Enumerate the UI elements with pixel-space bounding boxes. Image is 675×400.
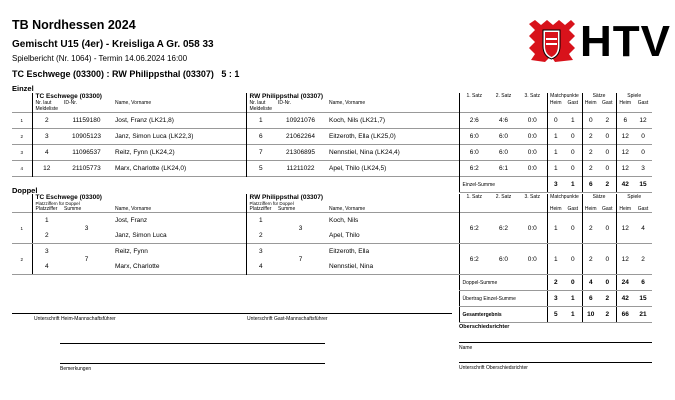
einzel-set1: 6:0 [459, 145, 489, 161]
einzel-set2: 6:1 [498, 165, 509, 172]
einzel-set2: 6:0 [498, 133, 509, 140]
sig-guest-caption: Unterschrift Gast-Mannschaftsführer [247, 316, 328, 322]
einzel-mp-heim: 1 [547, 129, 564, 145]
einzel-home-player: Janz, Simon Luca (LK22,3) [115, 133, 194, 140]
d-col-set1: 1. Satz [459, 194, 489, 213]
doppel-guest-pz2: 4 [246, 259, 275, 275]
einzel-mp-gast: 0 [570, 165, 575, 172]
col-nr: Nr. laut Meldeliste [32, 100, 61, 113]
doppel-sum-sh: 4 [582, 275, 599, 291]
einzel-sum-gg: 15 [634, 177, 652, 193]
htv-logo: HTV [580, 17, 671, 66]
einzel-guest-id: 11211022 [286, 165, 315, 172]
einzel-set3: 0:0 [527, 133, 537, 140]
einzel-spiele-heim: 6 [616, 113, 634, 129]
hessen-lion-logo-icon [525, 18, 578, 64]
d-col-mp-gast: Gast [567, 206, 579, 212]
col-mp-heim: Heim [547, 100, 564, 113]
doppel-guest-pz1: 1 [246, 213, 275, 229]
col-mp-gast: Gast [567, 100, 579, 106]
doppel-sg: 0 [599, 213, 616, 244]
carry-mpg: 1 [564, 291, 582, 307]
doppel-home-player1: Jost, Franz [115, 217, 148, 224]
einzel-row-number: 1 [20, 118, 23, 123]
col-name-guest: Name, Vorname [329, 100, 366, 106]
doppel-row [12, 244, 652, 260]
doppel-guest-pz2: 2 [246, 228, 275, 244]
remarks-rule-2 [60, 363, 325, 364]
einzel-spiele-gast: 3 [641, 165, 645, 172]
einzel-sum-mpg: 1 [564, 177, 582, 193]
doppel-gh: 12 [616, 213, 634, 244]
doppel-mpg: 0 [564, 244, 582, 275]
doppel-guest-team: RW Philippsthal (03307) [249, 194, 324, 201]
einzel-saetze-gast: 2 [605, 117, 610, 124]
einzel-guest-player: Eitzeroth, Ella (LK25,0) [329, 133, 396, 140]
doppel-guest-player1: Koch, Nils [329, 217, 359, 224]
total-label: Gesamtergebnis [459, 307, 547, 323]
d-col-pz: Platzziffer [32, 206, 61, 213]
einzel-saetze-gast: 0 [605, 133, 610, 140]
col-name: Name, Vorname [115, 100, 152, 106]
doppel-mpg: 0 [564, 213, 582, 244]
doppel-sh: 2 [582, 244, 599, 275]
einzel-guest-id: 21062264 [286, 133, 315, 140]
einzel-home-id: 21105773 [72, 165, 101, 172]
match-result: TC Eschwege (03300) : RW Philippsthal (03307) 5 : 1 [12, 69, 240, 79]
einzel-row-number: 2 [20, 134, 23, 139]
league-title: Gemischt U15 (4er) - Kreisliga A Gr. 058 33 [12, 39, 214, 50]
total-mph: 5 [547, 307, 564, 323]
d-col-set3: 3. Satz [524, 194, 541, 200]
einzel-row [12, 113, 652, 129]
einzel-guest-nr: 5 [246, 161, 275, 177]
einzel-row-number: 3 [20, 150, 23, 155]
carry-label: Übertrag Einzel-Summe [459, 291, 547, 307]
doppel-gh: 12 [616, 244, 634, 275]
einzel-row [12, 129, 652, 145]
col-nr-guest: Nr. laut Meldeliste [246, 100, 275, 113]
doppel-home-pz1: 3 [32, 244, 61, 260]
d-col-spiele: Spiele [616, 194, 652, 206]
sig-home-caption: Unterschrift Heim-Mannschaftsführer [34, 316, 116, 322]
einzel-sum-sg: 2 [599, 177, 616, 193]
einzel-set2: 4:6 [498, 117, 509, 124]
doppel-sum-gg: 6 [634, 275, 652, 291]
doppel-section-title: Doppel [12, 186, 38, 195]
einzel-guest-nr: 6 [246, 129, 275, 145]
col-spiele-gast: Gast [637, 100, 649, 106]
doppel-home-pz1: 1 [32, 213, 61, 229]
einzel-saetze-heim: 2 [582, 129, 599, 145]
doppel-s3: 0:0 [518, 244, 547, 275]
einzel-row-number: 4 [20, 166, 23, 171]
d-col-set2: 2. Satz [495, 194, 512, 200]
einzel-sum-gh: 42 [616, 177, 634, 193]
doppel-gg: 2 [634, 244, 652, 275]
einzel-home-id: 10905123 [72, 133, 101, 140]
doppel-s2: 6:2 [489, 213, 518, 244]
einzel-row [12, 161, 652, 177]
doppel-sum-mph: 2 [547, 275, 564, 291]
einzel-saetze-heim: 2 [582, 161, 599, 177]
einzel-home-nr: 12 [32, 161, 61, 177]
d-col-saetze-gast: Gast [601, 206, 613, 212]
col-spiele: Spiele [616, 93, 652, 100]
doppel-s1: 6:2 [459, 244, 489, 275]
d-col-mp-heim: Heim [547, 206, 564, 213]
d-col-summe: Summe [64, 206, 82, 212]
einzel-spiele-gast: 12 [639, 117, 647, 124]
einzel-table [12, 93, 652, 193]
col-saetze-gast: Gast [601, 100, 613, 106]
einzel-mp-heim: 1 [547, 145, 564, 161]
doppel-home-player2: Marx, Charlotte [115, 263, 160, 270]
einzel-guest-nr: 7 [246, 145, 275, 161]
doppel-row-number: 2 [12, 244, 32, 275]
doppel-mph: 1 [547, 213, 564, 244]
total-sh: 10 [582, 307, 599, 323]
d-col-summe-guest: Summe [278, 206, 296, 212]
doppel-row-number: 1 [12, 213, 32, 244]
referee-name-caption: Name [459, 345, 473, 351]
carry-mph: 3 [547, 291, 564, 307]
doppel-guest-player2: Nennstiel, Nina [329, 263, 374, 270]
einzel-set3: 0:0 [527, 117, 537, 124]
doppel-s2: 6:0 [489, 244, 518, 275]
einzel-mp-gast: 0 [570, 133, 575, 140]
einzel-guest-team: RW Philippsthal (03307) [249, 93, 324, 100]
doppel-s1: 6:2 [459, 213, 489, 244]
einzel-guest-player: Nennstiel, Nina (LK24,4) [329, 149, 400, 156]
einzel-guest-id: 21306895 [286, 149, 315, 156]
col-saetze: Sätze [582, 93, 616, 100]
einzel-set1: 6:2 [459, 161, 489, 177]
einzel-guest-player: Koch, Nils (LK21,7) [329, 117, 385, 124]
remarks-caption: Bemerkungen [60, 366, 92, 372]
referee-sig-rule [459, 362, 652, 363]
doppel-home-player1: Reitz, Fynn [115, 248, 148, 255]
einzel-home-team: TC Eschwege (03300) [35, 93, 102, 100]
einzel-set2: 6:0 [498, 149, 509, 156]
doppel-sum-mpg: 0 [564, 275, 582, 291]
d-col-spiele-gast: Gast [637, 206, 649, 212]
einzel-home-id: 11159180 [72, 117, 101, 124]
d-col-name-guest: Name, Vorname [329, 206, 366, 212]
einzel-saetze-gast: 0 [605, 149, 610, 156]
doppel-guest-player2: Apel, Thilo [329, 232, 360, 239]
einzel-home-nr: 3 [32, 129, 61, 145]
einzel-set1: 6:0 [459, 129, 489, 145]
total-gh: 66 [616, 307, 634, 323]
remarks-rule-1 [60, 343, 325, 344]
einzel-spiele-gast: 0 [641, 133, 645, 140]
einzel-home-player: Marx, Charlotte (LK24,0) [115, 165, 187, 172]
col-id-guest: ID-Nr. [278, 100, 292, 106]
einzel-mp-gast: 1 [570, 117, 575, 124]
einzel-sum-sh: 6 [582, 177, 599, 193]
report-info: Spielbericht (Nr. 1064) - Termin 14.06.2024 16:00 [12, 54, 188, 63]
einzel-guest-id: 10921076 [286, 117, 315, 124]
einzel-spiele-heim: 12 [616, 129, 634, 145]
carry-sg: 2 [599, 291, 616, 307]
col-set1: 1. Satz [459, 93, 489, 113]
doppel-guest-sum: 7 [275, 244, 326, 275]
d-col-matchpunkte: Matchpunkte [547, 194, 582, 206]
einzel-set3: 0:0 [527, 165, 537, 172]
doppel-row [12, 213, 652, 229]
referee-sig-caption: Unterschrift Oberschiedsrichter [459, 365, 528, 371]
einzel-home-player: Jost, Franz (LK21,8) [115, 117, 174, 124]
doppel-home-player2: Janz, Simon Luca [115, 232, 167, 239]
einzel-home-nr: 2 [32, 113, 61, 129]
doppel-mph: 1 [547, 244, 564, 275]
referee-title: Oberschiedsrichter [459, 324, 510, 330]
einzel-saetze-heim: 2 [582, 145, 599, 161]
doppel-s3: 0:0 [518, 213, 547, 244]
einzel-spiele-heim: 12 [616, 145, 634, 161]
einzel-spiele-gast: 0 [641, 149, 645, 156]
einzel-mp-heim: 0 [547, 113, 564, 129]
col-spiele-heim: Heim [616, 100, 634, 113]
einzel-set3: 0:0 [527, 149, 537, 156]
doppel-sum-sg: 0 [599, 275, 616, 291]
einzel-row [12, 145, 652, 161]
carry-gh: 42 [616, 291, 634, 307]
col-matchpunkte: Matchpunkte [547, 93, 582, 100]
einzel-saetze-heim: 0 [582, 113, 599, 129]
einzel-home-id: 11096537 [72, 149, 101, 156]
col-set3: 3. Satz [524, 93, 541, 99]
doppel-home-team: TC Eschwege (03300) [35, 194, 102, 201]
doppel-sum-label: Doppel-Summe [459, 275, 547, 291]
doppel-home-platz: Platzziffern für Doppel [35, 201, 80, 206]
doppel-guest-player1: Eitzeroth, Ella [329, 248, 370, 255]
doppel-table [12, 194, 652, 323]
einzel-guest-player: Apel, Thilo (LK24,5) [329, 165, 387, 172]
doppel-guest-sum: 3 [275, 213, 326, 244]
doppel-guest-platz: Platzziffern für Doppel [249, 201, 294, 206]
doppel-sh: 2 [582, 213, 599, 244]
total-mpg: 1 [564, 307, 582, 323]
einzel-home-nr: 4 [32, 145, 61, 161]
d-col-spiele-heim: Heim [616, 206, 634, 213]
total-sg: 2 [599, 307, 616, 323]
einzel-mp-gast: 0 [570, 149, 575, 156]
einzel-section-title: Einzel [12, 84, 34, 93]
signature-rule [12, 313, 452, 314]
einzel-spiele-heim: 12 [616, 161, 634, 177]
einzel-guest-nr: 1 [246, 113, 275, 129]
einzel-sum-mph: 3 [547, 177, 564, 193]
doppel-sum-gh: 24 [616, 275, 634, 291]
total-gg: 21 [634, 307, 652, 323]
doppel-sg: 0 [599, 244, 616, 275]
doppel-home-sum: 3 [61, 213, 112, 244]
d-col-pz-guest: Platzziffer [246, 206, 275, 213]
col-set2: 2. Satz [495, 93, 512, 99]
doppel-home-pz2: 4 [32, 259, 61, 275]
referee-name-rule [459, 342, 652, 343]
einzel-saetze-gast: 0 [605, 165, 610, 172]
col-saetze-heim: Heim [582, 100, 599, 113]
carry-gg: 15 [634, 291, 652, 307]
doppel-home-sum: 7 [61, 244, 112, 275]
col-id: ID-Nr. [64, 100, 78, 106]
d-col-name: Name, Vorname [115, 206, 152, 212]
einzel-set1: 2:6 [459, 113, 489, 129]
einzel-home-player: Reitz, Fynn (LK24,2) [115, 149, 175, 156]
d-col-saetze-heim: Heim [582, 206, 599, 213]
einzel-sum-label: Einzel-Summe [459, 177, 547, 193]
carry-sh: 6 [582, 291, 599, 307]
doppel-gg: 4 [634, 213, 652, 244]
doppel-home-pz2: 2 [32, 228, 61, 244]
einzel-mp-heim: 1 [547, 161, 564, 177]
doppel-guest-pz1: 3 [246, 244, 275, 260]
d-col-saetze: Sätze [582, 194, 616, 206]
page-title: TB Nordhessen 2024 [12, 18, 136, 32]
